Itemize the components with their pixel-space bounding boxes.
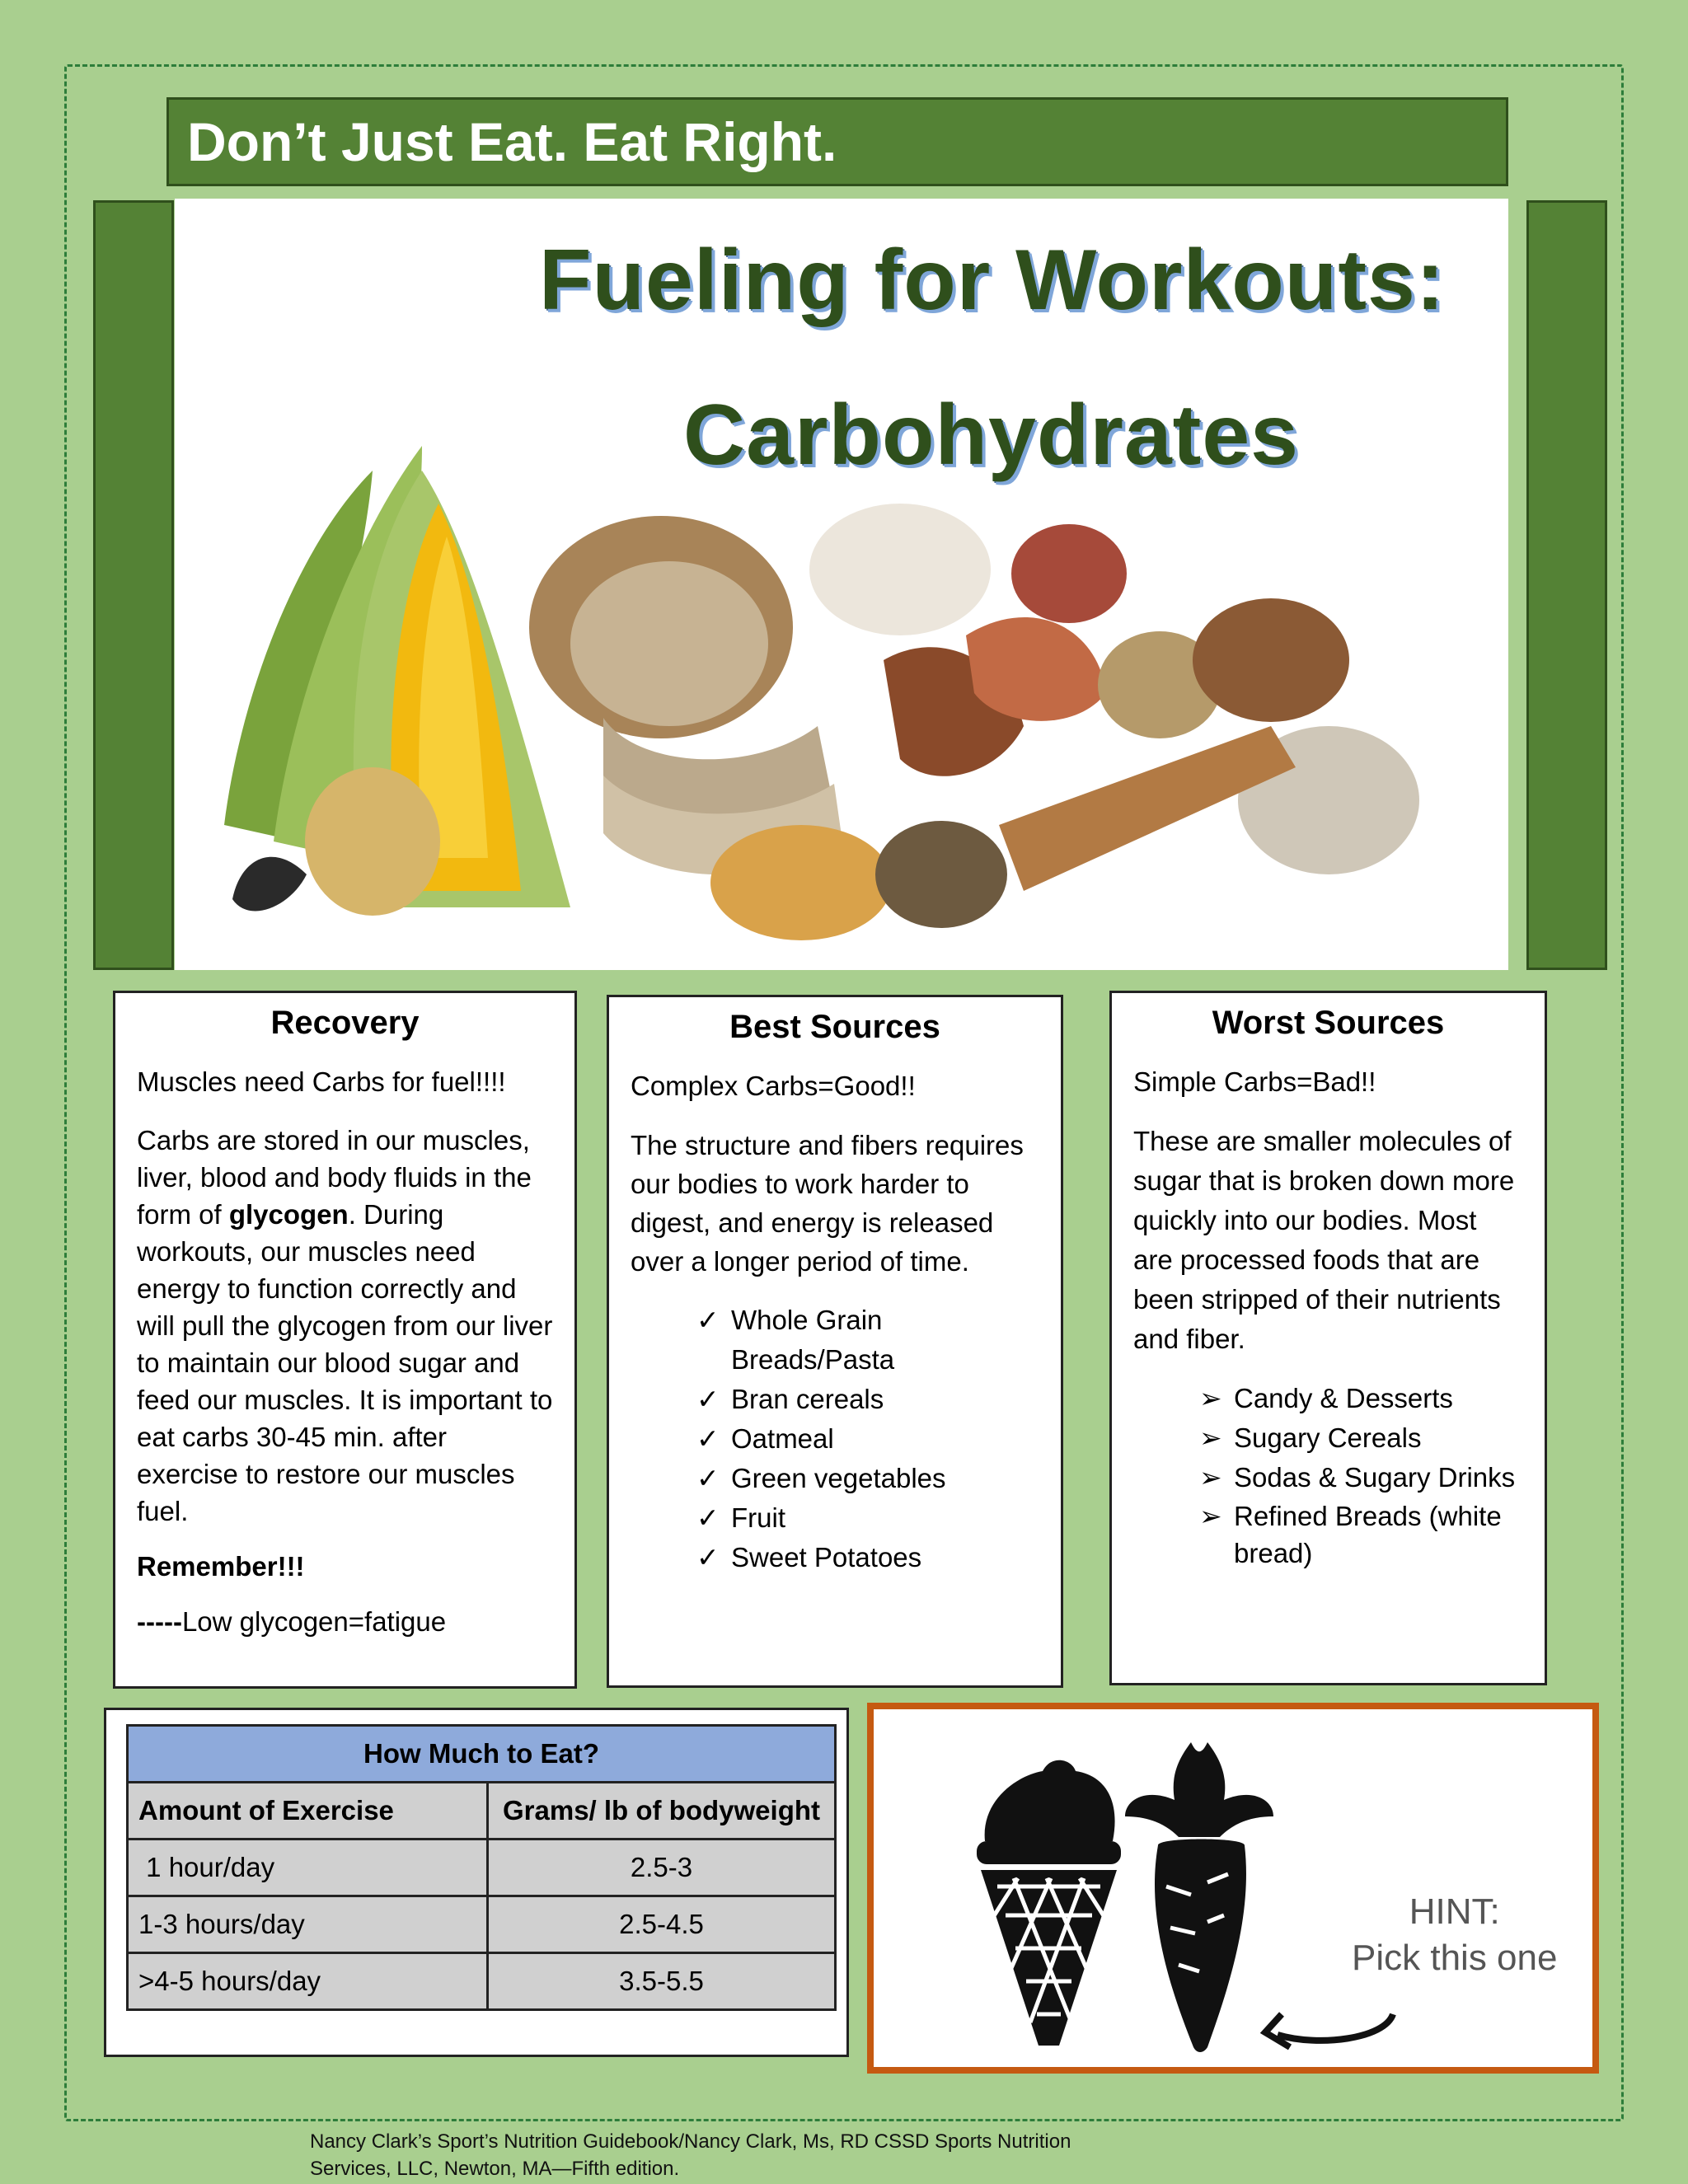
- checkmark-icon: ✓: [696, 1305, 720, 1335]
- list-item: ➢ Refined Breads (white bread): [1133, 1497, 1523, 1572]
- table-row: 1-3 hours/day 2.5-4.5: [128, 1896, 836, 1953]
- list-item: ✓ Green vegetables: [631, 1459, 1039, 1498]
- hero-image: [175, 199, 1508, 970]
- table-row: >4-5 hours/day 3.5-5.5: [128, 1953, 836, 2010]
- how-much-table: [126, 1724, 837, 2011]
- hint-line2: Pick this one: [1352, 1938, 1558, 1978]
- header-banner: [166, 97, 1508, 186]
- worst-sources-body: These are smaller molecules of sugar that is broken down more quickly into our bodies. Most are processed foods that are been stripped of their nutrients and fiber.: [1133, 1126, 1515, 1354]
- recovery-remember: Remember!!!: [137, 1551, 305, 1582]
- list-item: ✓ Sweet Potatoes: [631, 1538, 1039, 1577]
- table-title: How Much to Eat?: [128, 1726, 836, 1783]
- ice-cream-icon: [977, 1760, 1121, 2046]
- checkmark-icon: ✓: [696, 1463, 720, 1493]
- worst-sources-intro: Simple Carbs=Bad!!: [1133, 1066, 1376, 1097]
- recovery-note: -----Low glycogen=fatigue: [137, 1606, 447, 1637]
- hint-text: [1352, 1889, 1557, 1981]
- hint-panel: [867, 1703, 1599, 2074]
- hint-line1: HINT:: [1409, 1891, 1500, 1932]
- column-header-amount: Amount of Exercise: [128, 1783, 488, 1840]
- checkmark-icon: ✓: [696, 1542, 720, 1572]
- right-accent-bar: [1526, 200, 1607, 970]
- table-row: 1 hour/day 2.5-3: [128, 1840, 836, 1896]
- arrow-bullet-icon: ➢: [1199, 1383, 1222, 1413]
- best-sources-body: The structure and fibers requires our bodies to work harder to digest, and energy is released over a longer period of time.: [631, 1130, 1024, 1277]
- hint-illustration: [874, 1709, 1592, 2067]
- checkmark-icon: ✓: [696, 1384, 720, 1414]
- checkmark-icon: ✓: [696, 1502, 720, 1533]
- list-item: ➢ Candy & Desserts: [1133, 1379, 1523, 1418]
- list-item: ✓ Bran cereals: [631, 1380, 1039, 1419]
- list-item: ✓ Whole Grain Breads/Pasta: [631, 1301, 1039, 1380]
- recovery-body: Carbs are stored in our muscles, liver, blood and body fluids in the form of glycogen. During workouts, our muscles need energy to function correctly and will pull the glycogen from our liver to maintain our blood sugar and feed our muscles. It is important to eat carbs 30-45 min. after exercise to restore our muscles fuel.: [137, 1125, 553, 1526]
- arrow-bullet-icon: ➢: [1199, 1422, 1222, 1453]
- best-sources-heading: Best Sources: [729, 1009, 940, 1045]
- list-item: ➢ Sugary Cereals: [1133, 1418, 1523, 1458]
- arrow-bullet-icon: ➢: [1199, 1501, 1222, 1531]
- list-item: ✓ Oatmeal: [631, 1419, 1039, 1459]
- left-accent-bar: [93, 200, 174, 970]
- best-sources-intro: Complex Carbs=Good!!: [631, 1071, 916, 1101]
- arrow-bullet-icon: ➢: [1199, 1462, 1222, 1493]
- how-much-table-panel: [104, 1708, 849, 2057]
- recovery-intro: Muscles need Carbs for fuel!!!!: [137, 1066, 506, 1097]
- hero-title-line1: Fueling for Workouts:: [539, 232, 1446, 328]
- list-item: ➢ Sodas & Sugary Drinks: [1133, 1458, 1523, 1497]
- curved-arrow-icon: [1278, 2014, 1393, 2041]
- worst-sources-heading: Worst Sources: [1212, 1005, 1445, 1041]
- recovery-heading: Recovery: [270, 1005, 420, 1041]
- glycogen-term: glycogen: [228, 1199, 349, 1230]
- checkmark-icon: ✓: [696, 1423, 720, 1454]
- list-item: ✓ Fruit: [631, 1498, 1039, 1538]
- footer-line1: Nancy Clark’s Sport’s Nutrition Guidebook/Nancy Clark, Ms, RD CSSD Sports Nutrition: [310, 2130, 1071, 2153]
- column-header-grams: Grams/ lb of bodyweight: [488, 1783, 836, 1840]
- best-sources-panel: [607, 995, 1063, 1688]
- recovery-panel: [113, 991, 577, 1689]
- banner-title: Don’t Just Eat. Eat Right.: [187, 111, 837, 172]
- carrot-icon: [1125, 1742, 1273, 2052]
- best-sources-list: [631, 1301, 1039, 1577]
- worst-sources-list: [1133, 1379, 1523, 1572]
- hero-title-line2: Carbohydrates: [683, 387, 1299, 483]
- footer-citation: [310, 2128, 1071, 2182]
- footer-line2: Services, LLC, Newton, MA—Fifth edition.: [310, 2158, 680, 2180]
- worst-sources-panel: [1109, 991, 1547, 1685]
